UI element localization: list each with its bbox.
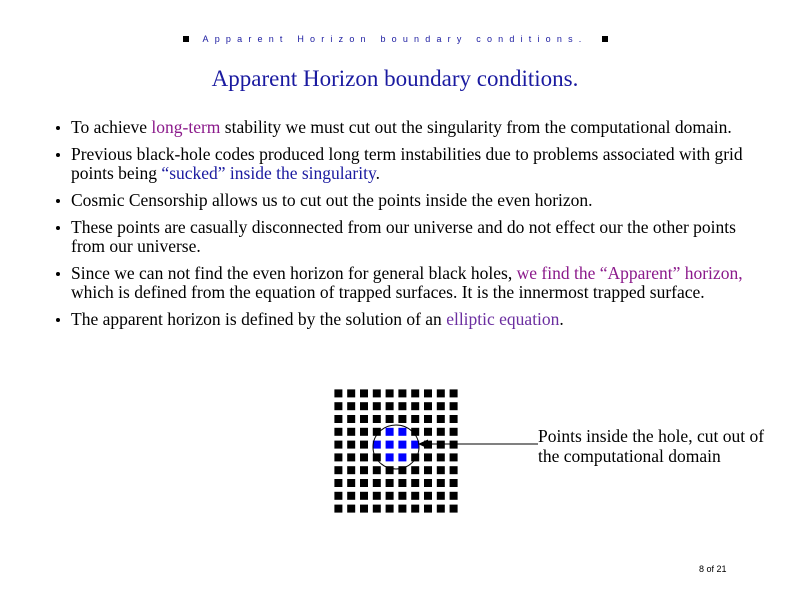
grid-point <box>437 479 445 487</box>
header-square-right-icon <box>602 36 608 42</box>
grid-point <box>411 479 419 487</box>
grid-point <box>360 453 368 461</box>
grid-point <box>450 492 458 500</box>
grid-point <box>334 492 342 500</box>
grid-point <box>411 505 419 513</box>
bullet-item <box>54 264 744 302</box>
grid-point <box>360 415 368 423</box>
grid-point <box>386 415 394 423</box>
grid-point <box>424 428 432 436</box>
excised-grid-point <box>398 441 406 449</box>
grid-point <box>360 402 368 410</box>
grid-point <box>386 402 394 410</box>
grid-point <box>450 402 458 410</box>
grid-point <box>450 441 458 449</box>
bullet-text: Previous black-hole codes produced long term instabilities due to problems associated with grid points being <box>71 144 743 183</box>
bullet-dot-icon <box>56 199 60 203</box>
grid-point <box>450 479 458 487</box>
bullet-highlight: elliptic equation <box>446 309 560 329</box>
grid-point <box>347 505 355 513</box>
grid-point <box>424 441 432 449</box>
bullet-text: stability we must cut out the singularity from the computational domain. <box>220 117 732 137</box>
grid-point <box>373 505 381 513</box>
bullet-highlight: “sucked” inside the singularity <box>161 163 376 183</box>
grid-point <box>437 466 445 474</box>
grid-point <box>437 389 445 397</box>
grid-point <box>373 466 381 474</box>
grid-point <box>386 505 394 513</box>
grid-point <box>347 402 355 410</box>
excised-grid-point <box>398 453 406 461</box>
grid-point <box>437 505 445 513</box>
grid-point <box>360 479 368 487</box>
grid-point <box>386 479 394 487</box>
bullet-text: which is defined from the equation of trapped surfaces. It is the innermost trapped surface. <box>71 282 705 302</box>
running-title: Apparent Horizon boundary conditions. <box>202 34 588 44</box>
grid-point <box>360 389 368 397</box>
grid-point <box>334 389 342 397</box>
grid-point <box>411 466 419 474</box>
header-square-left-icon <box>183 36 189 42</box>
grid-point <box>360 428 368 436</box>
grid-point <box>424 505 432 513</box>
grid-point <box>450 428 458 436</box>
grid-point <box>450 453 458 461</box>
bullet-text: . <box>559 309 564 329</box>
bullet-dot-icon <box>56 318 60 322</box>
excised-grid-point <box>386 441 394 449</box>
bullet-dot-icon <box>56 226 60 230</box>
grid-point <box>347 466 355 474</box>
callout-text: Points inside the hole, cut out of the computational domain <box>538 426 765 466</box>
bullet-item <box>54 145 744 183</box>
grid-point <box>437 492 445 500</box>
grid-point <box>386 492 394 500</box>
grid-point <box>437 441 445 449</box>
bullet-highlight: long-term <box>151 117 221 137</box>
grid-point <box>437 428 445 436</box>
grid-point <box>411 492 419 500</box>
bullet-item <box>54 310 744 329</box>
grid-point <box>373 402 381 410</box>
bullet-text: Cosmic Censorship allows us to cut out the points inside the even horizon. <box>71 190 593 210</box>
bullet-item <box>54 191 744 210</box>
grid-point <box>334 466 342 474</box>
grid-point <box>424 402 432 410</box>
grid-point <box>424 415 432 423</box>
grid-point <box>398 505 406 513</box>
slide-title: Apparent Horizon boundary conditions. <box>211 66 579 91</box>
grid-point <box>437 415 445 423</box>
bullet-text: These points are casually disconnected from our universe and do not effect our the other points from our universe. <box>71 217 736 256</box>
grid-point <box>411 415 419 423</box>
bullet-list <box>54 118 744 337</box>
grid-point <box>347 479 355 487</box>
grid-point <box>437 402 445 410</box>
excised-grid-point <box>386 453 394 461</box>
grid-point <box>373 389 381 397</box>
grid-point <box>334 428 342 436</box>
grid-point <box>347 492 355 500</box>
grid-point <box>360 466 368 474</box>
grid-point <box>450 389 458 397</box>
page-number: 8 of 21 <box>699 564 727 574</box>
grid-point <box>424 492 432 500</box>
grid-point <box>424 466 432 474</box>
grid-point <box>398 479 406 487</box>
grid-point <box>398 389 406 397</box>
grid-point <box>398 402 406 410</box>
grid-point <box>424 453 432 461</box>
grid-point <box>386 389 394 397</box>
grid-point <box>334 402 342 410</box>
bullet-dot-icon <box>56 272 60 276</box>
bullet-dot-icon <box>56 153 60 157</box>
grid-point <box>360 441 368 449</box>
grid-point <box>360 505 368 513</box>
excised-grid-point <box>386 428 394 436</box>
grid-point <box>398 492 406 500</box>
grid-point <box>398 415 406 423</box>
bullet-text: . <box>375 163 380 183</box>
excised-grid-point <box>398 428 406 436</box>
grid-point <box>424 479 432 487</box>
grid-point <box>424 389 432 397</box>
grid-point <box>360 492 368 500</box>
bullet-highlight: we find the “Apparent” horizon, <box>516 263 743 283</box>
running-header <box>0 34 790 44</box>
grid-point <box>334 453 342 461</box>
grid-point <box>334 441 342 449</box>
grid-point <box>334 505 342 513</box>
grid-point <box>411 389 419 397</box>
grid-point <box>347 428 355 436</box>
bullet-text: To achieve <box>71 117 152 137</box>
grid-point <box>450 466 458 474</box>
grid-point <box>450 415 458 423</box>
bullet-item <box>54 218 744 256</box>
grid-point <box>347 453 355 461</box>
grid-point <box>347 441 355 449</box>
grid-point <box>373 479 381 487</box>
grid-figure <box>332 387 460 515</box>
grid-points <box>334 389 457 512</box>
grid-point <box>437 453 445 461</box>
bullet-item <box>54 118 744 137</box>
grid-point <box>373 415 381 423</box>
bullet-text: Since we can not find the even horizon for general black holes, <box>71 263 517 283</box>
grid-point <box>334 479 342 487</box>
bullet-text: The apparent horizon is defined by the solution of an <box>71 309 447 329</box>
grid-point <box>373 492 381 500</box>
grid-point <box>334 415 342 423</box>
grid-point <box>347 389 355 397</box>
grid-point <box>450 505 458 513</box>
bullet-dot-icon <box>56 126 60 130</box>
grid-point <box>411 402 419 410</box>
grid-point <box>347 415 355 423</box>
